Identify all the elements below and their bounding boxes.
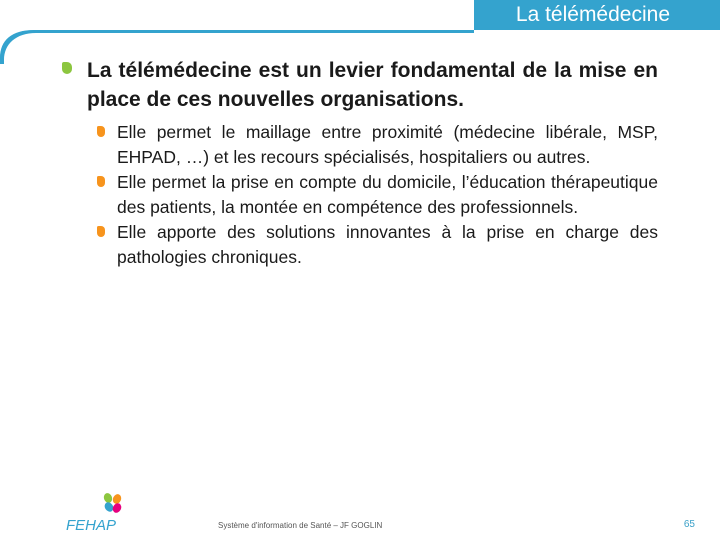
sub-bullet: [62, 120, 658, 170]
sub-bullet-list: [62, 120, 658, 270]
green-bullet-icon: [62, 62, 72, 74]
orange-bullet-icon: [97, 126, 105, 137]
logo-wordmark: FEHAP: [66, 517, 117, 532]
sub-bullet-text: Elle permet la prise en compte du domicile, l’éducation thérapeutique des patients, la montée en compétence des professionnels.: [117, 172, 658, 217]
footer-caption: Système d'information de Santé – JF GOGLIN: [218, 521, 383, 530]
sub-bullet: [62, 220, 658, 270]
main-bullet-text: La télémédecine est un levier fondamental de la mise en place de ces nouvelles organisations.: [87, 59, 658, 111]
sub-bullet: [62, 170, 658, 220]
sub-bullet-text: Elle apporte des solutions innovantes à la prise en charge des pathologies chroniques.: [117, 222, 658, 267]
slide-title: La télémédecine: [515, 3, 670, 26]
page-number: 65: [683, 519, 695, 530]
orange-bullet-icon: [97, 176, 105, 187]
sub-bullet-text: Elle permet le maillage entre proximité (médecine libérale, MSP, EHPAD, …) et les recours spécialisés, hospitaliers ou autres.: [117, 122, 658, 167]
slide-content: [62, 56, 658, 270]
orange-bullet-icon: [97, 226, 105, 237]
main-bullet: [62, 56, 658, 114]
fehap-logo: [64, 492, 134, 532]
